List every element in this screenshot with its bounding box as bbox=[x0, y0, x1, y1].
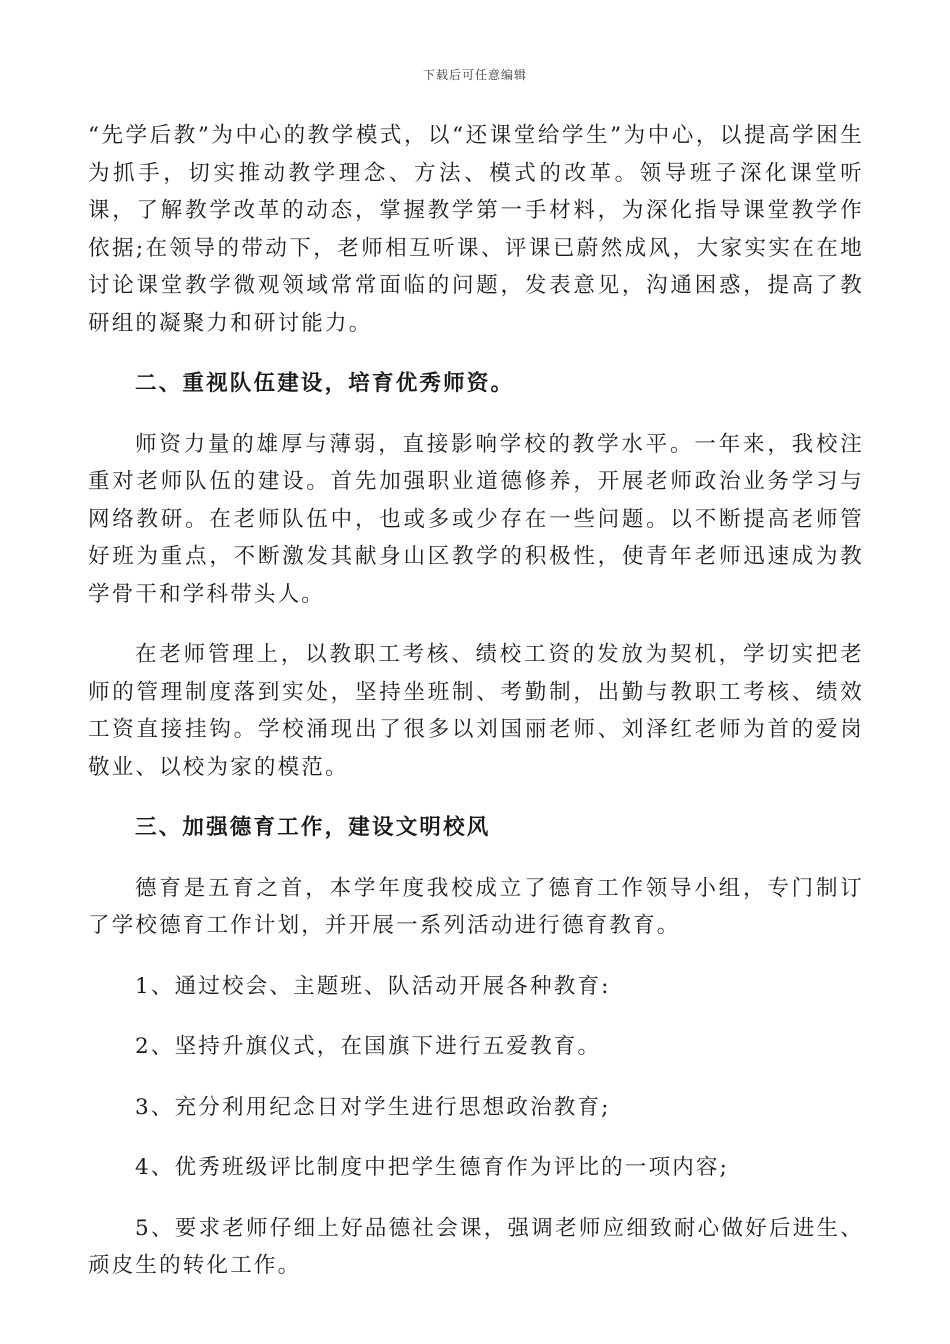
intro-paragraph: “先学后教”为中心的教学模式，以“还课堂给学生”为中心，以提高学困生为抓手，切实推动教学理念、方法、模式的改革。领导班子深化课堂听课，了解教学改革的动态，掌握教学第一手材料，为深化指导课堂教学作依据;在领导的带动下，老师相互听课、评课已蔚然成风，大家实实在在地讨论课堂教学微观领域常常面临的问题，发表意见，沟通困惑，提高了教研组的凝聚力和研讨能力。 bbox=[88, 123, 864, 336]
list-item-3: 3、充分利用纪念日对学生进行思想政治教育; bbox=[135, 1094, 611, 1120]
section-3-heading: 三、加强德育工作，建设文明校风 bbox=[135, 815, 491, 840]
section-2-paragraph-2: 在老师管理上，以教职工考核、绩校工资的发放为契机，学切实把老师的管理制度落到实处，坚持坐班制、考勤制，出勤与教职工考核、绩效工资直接挂钩。学校涌现出了很多以刘国丽老师、刘泽红老师为首的爱岗敬业、以校为家的模范。 bbox=[88, 642, 864, 780]
section-3-paragraph-1: 德育是五育之首，本学年度我校成立了德育工作领导小组，专门制订了学校德育工作计划，并开展一系列活动进行德育教育。 bbox=[88, 875, 864, 938]
section-2-heading: 二、重视队伍建设，培育优秀师资。 bbox=[135, 371, 515, 396]
section-2-paragraph-1: 师资力量的雄厚与薄弱，直接影响学校的教学水平。一年来，我校注重对老师队伍的建设。首先加强职业道德修养，开展老师政治业务学习与网络教研。在老师队伍中，也或多或少存在一些问题。以不断提高老师管好班为重点，不断激发其献身山区教学的积极性，使青年老师迅速成为教学骨干和学科带头人。 bbox=[88, 431, 864, 607]
list-item-4: 4、优秀班级评比制度中把学生德育作为评比的一项内容; bbox=[135, 1155, 730, 1180]
list-item-2: 2、坚持升旗仪式，在国旗下进行五爱教育。 bbox=[135, 1034, 602, 1059]
header-note: 下载后可任意编辑 bbox=[422, 68, 527, 82]
list-item-5: 5、要求老师仔细上好品德社会课，强调老师应细致耐心做好后进生、顽皮生的转化工作。 bbox=[88, 1215, 864, 1278]
document-body bbox=[88, 117, 864, 1308]
list-item-1: 1、通过校会、主题班、队活动开展各种教育: bbox=[135, 973, 611, 999]
